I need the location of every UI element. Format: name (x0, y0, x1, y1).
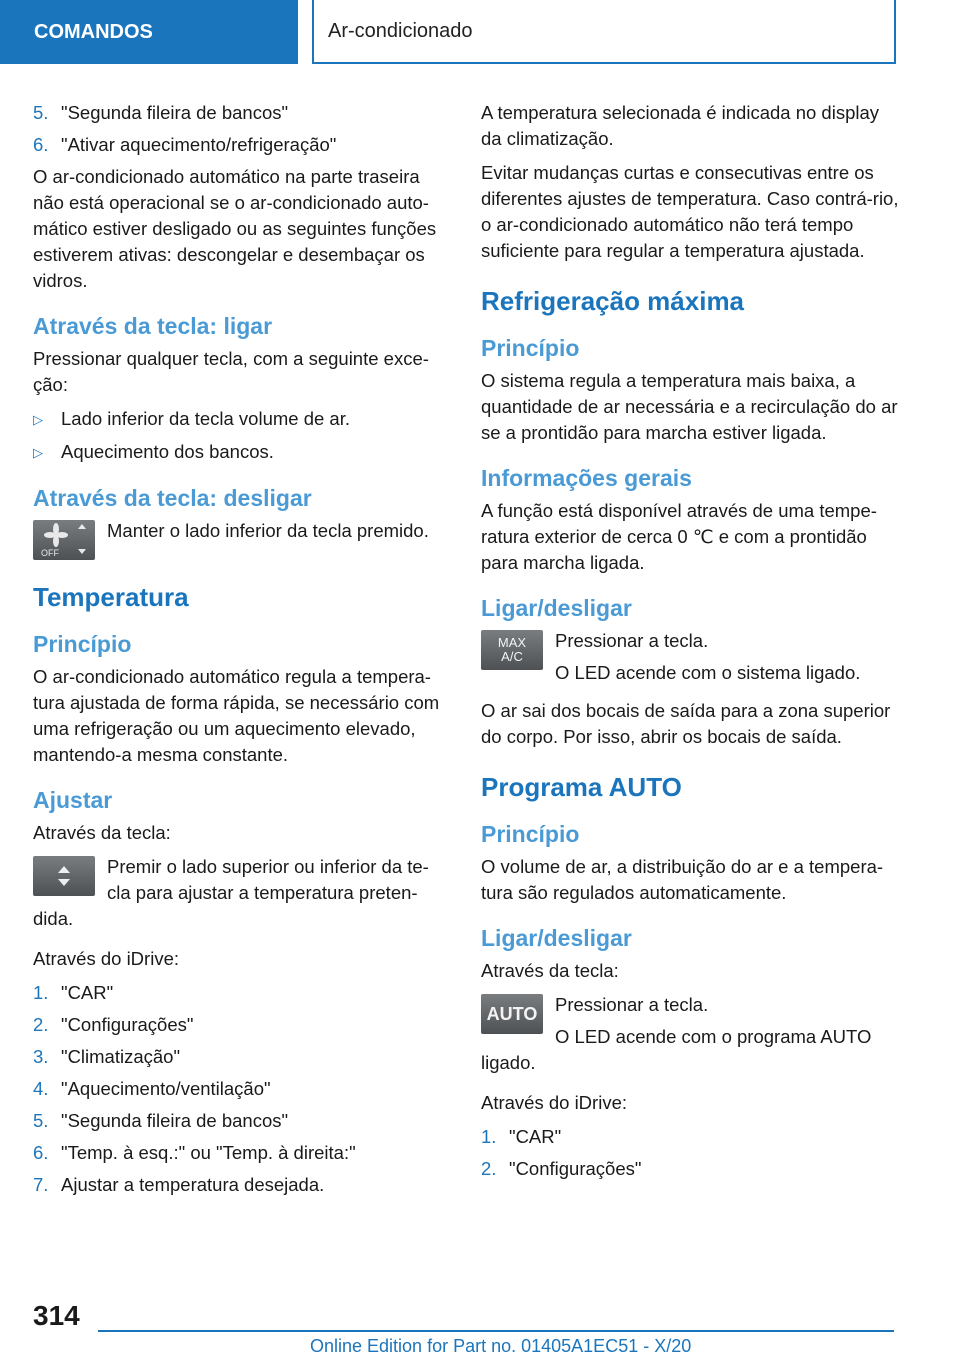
fan-off-key-icon (33, 520, 95, 560)
paragraph: Através da tecla: (33, 822, 171, 843)
list-item: 5. "Segunda fileira de bancos" (33, 102, 289, 123)
subheading-key-off: Através da tecla: desligar (33, 485, 312, 511)
key-instruction (481, 992, 901, 1050)
page-number: 314 (33, 1300, 80, 1331)
subheading-on-off: Ligar/desligar (481, 925, 632, 951)
subheading-key-on: Através da tecla: ligar (33, 313, 273, 339)
section-tab (0, 0, 298, 64)
left-column (33, 100, 449, 1204)
triangle-bullet-icon: ▷ (33, 412, 43, 427)
section-heading-max-cooling: Refrigeração máxima (481, 286, 745, 316)
key-text: Pressionar a tecla. (555, 630, 709, 651)
paragraph: O volume de ar, a distribuição do ar e a tempera‐tura são regulados automaticamente. (481, 856, 884, 903)
list-item: 5. "Segunda fileira de bancos" (33, 1110, 289, 1131)
list-item: 1. "CAR" (33, 982, 114, 1003)
list-item: 2. "Configurações" (481, 1158, 642, 1179)
paragraph: Através da tecla: (481, 960, 619, 981)
subheading-principle: Princípio (33, 631, 132, 657)
bullet-item: ▷ Lado inferior da tecla volume de ar. (33, 406, 449, 433)
up-down-key-icon (33, 856, 95, 896)
key-instruction (33, 518, 449, 560)
max-ac-key-icon: MAX A/C (481, 630, 543, 670)
chapter-title: Ar-condicionado (328, 19, 473, 42)
arrows-icon (49, 861, 79, 891)
subheading-principle: Princípio (481, 335, 580, 361)
chapter-header (312, 0, 896, 64)
key-text: O LED acende com o sistema ligado. (555, 662, 861, 683)
paragraph: Evitar mudanças curtas e consecutivas entre os diferentes ajustes de temperatura. Caso contrá‐rio, o ar-condicionado automático não terá tempo suficiente para regular a temperatura ajustada. (481, 162, 899, 261)
paragraph: A função está disponível através de uma tempe‐ratura exterior de cerca 0 ℃ e com a prontidão para marcha ligada. (481, 500, 877, 573)
subheading-on-off: Ligar/desligar (481, 595, 632, 621)
list-item: 6. "Ativar aquecimento/refrigeração" (33, 134, 337, 155)
key-text: Manter o lado inferior da tecla premido. (107, 520, 429, 541)
key-text: Premir o lado superior ou inferior da te‐cla para ajustar a temperatura preten‐ (107, 856, 429, 903)
subheading-principle: Princípio (481, 821, 580, 847)
key-instruction (481, 628, 901, 686)
paragraph: O ar-condicionado automático na parte traseira não está operacional se o ar-condicionado auto‐mático estiver desligado ou as seguintes funções estiverem ativas: descongelar e desembaçar os vidros. (33, 166, 437, 291)
paragraph: Através do iDrive: (481, 1092, 627, 1113)
paragraph: A temperatura selecionada é indicada no display da climatização. (481, 102, 880, 149)
paragraph: dida. (33, 908, 74, 929)
section-title: COMANDOS (34, 20, 153, 43)
list-item: 6. "Temp. à esq.:" ou "Temp. à direita:" (33, 1142, 356, 1163)
subheading-general-info: Informações gerais (481, 465, 692, 491)
paragraph: Pressionar qualquer tecla, com a seguinte exce‐ção: (33, 348, 429, 395)
right-column (481, 100, 901, 1188)
paragraph: O ar sai dos bocais de saída para a zona superior do corpo. Por isso, abrir os bocais de saída. (481, 700, 891, 747)
bullet-item: ▷ Aquecimento dos bancos. (33, 439, 449, 466)
footer-divider (98, 1330, 894, 1332)
svg-text:OFF: OFF (41, 548, 59, 558)
paragraph: O ar-condicionado automático regula a tempera‐tura ajustada de forma rápida, se necessário com uma refrigeração ou um aquecimento elevado, mantendo-a mesma constante. (33, 666, 440, 765)
key-instruction (33, 854, 449, 906)
key-text: O LED acende com o programa AUTO (555, 1026, 872, 1047)
footer-edition: Online Edition for Part no. 01405A1EC51 - X/20 (310, 1336, 692, 1356)
section-heading-temperature: Temperatura (33, 582, 189, 612)
section-heading-auto: Programa AUTO (481, 772, 682, 802)
paragraph: O sistema regula a temperatura mais baixa, a quantidade de ar necessária e a recirculação do ar se a prontidão para marcha estiver ligada. (481, 370, 898, 443)
key-text: Pressionar a tecla. (555, 994, 709, 1015)
list-item: 4. "Aquecimento/ventilação" (33, 1078, 271, 1099)
triangle-bullet-icon: ▷ (33, 445, 43, 460)
paragraph: ligado. (481, 1052, 536, 1073)
list-item: 1. "CAR" (481, 1126, 562, 1147)
list-item: 2. "Configurações" (33, 1014, 194, 1035)
list-item: 3. "Climatização" (33, 1046, 181, 1067)
auto-key-icon: AUTO (481, 994, 543, 1034)
fan-icon (38, 522, 90, 558)
paragraph: Através do iDrive: (33, 948, 179, 969)
subheading-adjust: Ajustar (33, 787, 113, 813)
list-item: 7. Ajustar a temperatura desejada. (33, 1174, 325, 1195)
